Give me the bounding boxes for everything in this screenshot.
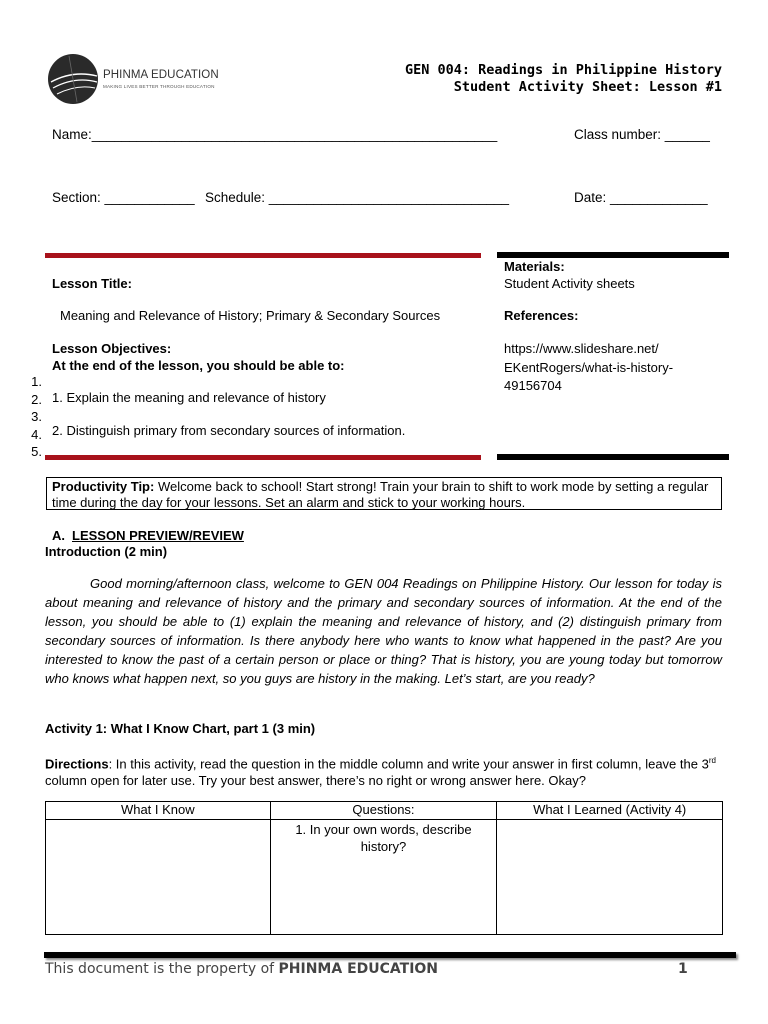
course-title: GEN 004: Readings in Philippine History [405,62,722,78]
productivity-tip-text: Welcome back to school! Start strong! Train your brain to shift to work mode by setting a regular time during the day for your lessons. Set an alarm and stick to your working hours. [52,479,709,510]
logo-name: PHINMA EDUCATION [103,69,219,81]
question-1: 1. In your own words, describe history? [295,822,472,854]
column-header-what-i-learned: What I Learned (Activity 4) [497,802,723,820]
column-header-questions: Questions: [270,802,497,820]
what-i-know-answer-cell[interactable] [46,820,271,935]
footer-divider [44,952,736,958]
materials-top-divider [497,252,729,258]
name-field[interactable]: Name:______________________________________________________ [52,127,498,142]
table-row [46,820,723,935]
objectives-intro: At the end of the lesson, you should be able to: [52,358,345,373]
introduction-heading: Introduction (2 min) [45,544,168,559]
list-marker: 5. [31,444,42,459]
list-marker: 3. [31,409,42,424]
directions-text-b: column open for later use. Try your best answer, there’s no right or wrong answer here. Okay? [45,773,586,789]
list-marker: 4. [31,426,42,442]
phinma-globe-icon [47,52,103,108]
lesson-title-label: Lesson Title: [52,276,132,291]
activity-1-directions [45,752,722,789]
reference-link-line-3[interactable]: 49156704 [504,378,562,393]
footer-text [45,961,438,977]
sheet-title: Student Activity Sheet: Lesson #1 [453,79,722,95]
what-i-learned-answer-cell[interactable] [497,820,723,935]
productivity-tip-box [46,477,722,510]
schedule-field[interactable]: Schedule: ________________________________ [205,190,510,205]
section-a-title: LESSON PREVIEW/REVIEW [72,528,244,543]
objective-1: 1. Explain the meaning and relevance of history [52,390,326,405]
footer-owner: PHINMA EDUCATION [278,961,439,977]
footer-property-text: This document is the property of [45,961,279,977]
list-marker: 1. [31,374,42,389]
what-i-know-chart [45,801,723,935]
materials-bottom-divider [497,454,729,460]
class-number-field[interactable]: Class number: ______ [574,127,710,142]
activity-1-title: Activity 1: What I Know Chart, part 1 (3 min) [45,721,316,736]
column-header-what-i-know: What I Know [46,802,271,820]
directions-text-a: : In this activity, read the question in the middle column and write your answer in first column, leave the 3 [108,756,709,772]
directions-label: Directions [45,756,109,772]
materials-label: Materials: [504,259,565,274]
productivity-tip-label: Productivity Tip: [52,479,155,494]
lesson-top-divider [45,253,481,258]
lesson-bottom-divider [45,455,481,460]
section-field[interactable]: Section: ____________ [52,190,195,205]
question-cell [270,820,497,935]
directions-sup: rd [708,756,716,765]
references-label: References: [504,308,579,323]
lesson-title: Meaning and Relevance of History; Primary & Secondary Sources [60,308,441,323]
list-marker: 2. [31,391,42,407]
objective-list-markers [28,373,42,461]
introduction-paragraph: Good morning/afternoon class, welcome to GEN 004 Readings on Philippine History. Our lesson for today is about meaning and relevance of history and the primary and secondary sources of information. At the end of the lesson, you should be able to (1) explain the meaning and relevance of history, and (2) distinguish primary from secondary sources of information. Is there anybody here who wants to know what happened in the past? Are you interested to know the past of a certain person or place or thing? That is history, you are young today but tomorrow who knows what happen next, so you guys are history in the making. Let’s start, are you ready? [45,576,722,686]
objectives-label: Lesson Objectives: [52,341,172,356]
logo-tagline: MAKING LIVES BETTER THROUGH EDUCATION [103,84,215,89]
objective-2: 2. Distinguish primary from secondary sources of information. [52,423,406,438]
materials-value: Student Activity sheets [504,276,635,291]
date-field[interactable]: Date: _____________ [574,190,708,205]
page-number: 1 [678,961,688,977]
table-header-row [46,802,723,820]
reference-link-line-2[interactable]: EKentRogers/what-is-history- [504,360,674,375]
reference-link-line-1[interactable]: https://www.slideshare.net/ [504,341,659,356]
section-a-marker: A. [52,528,65,543]
